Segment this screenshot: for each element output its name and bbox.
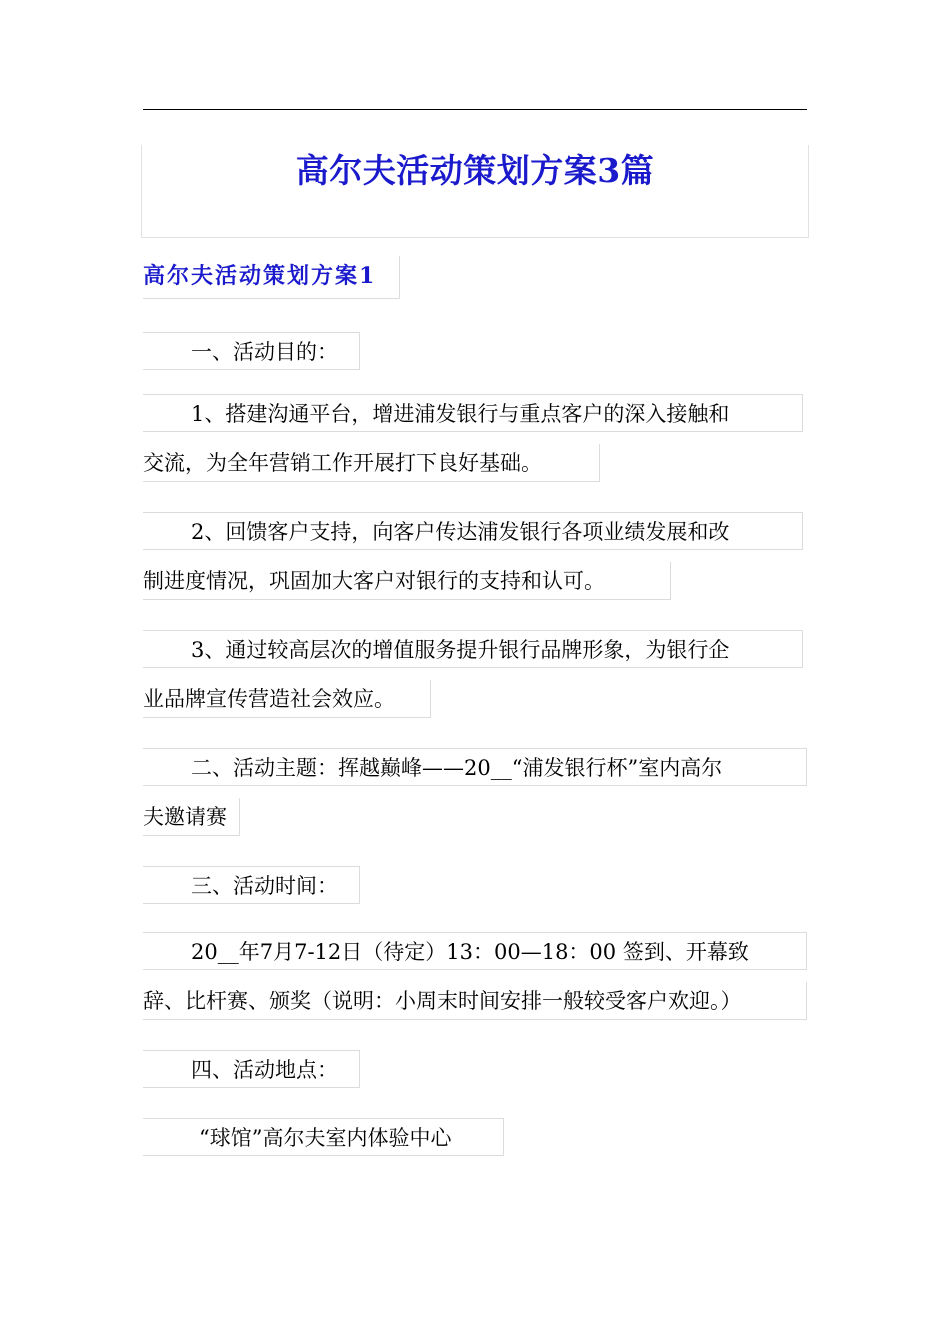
header-rule	[143, 109, 807, 110]
paragraph-line: 1、搭建沟通平台，增进浦发银行与重点客户的深入接触和	[143, 394, 803, 432]
paragraph-line: 3、通过较高层次的增值服务提升银行品牌形象，为银行企	[143, 630, 803, 668]
paragraph-line: 20__年7月7-12日（待定）13：00—18：00 签到、开幕致	[143, 932, 807, 970]
paragraph-line: 制进度情况，巩固加大客户对银行的支持和认可。	[143, 562, 671, 600]
paragraph-line: 四、活动地点：	[143, 1050, 360, 1088]
paragraph-line: 三、活动时间：	[143, 866, 360, 904]
paragraph-line: “球馆”高尔夫室内体验中心	[143, 1118, 504, 1156]
paragraph-line: 二、活动主题：挥越巅峰——20__“浦发银行杯”室内高尔	[143, 748, 807, 786]
paragraph-line: 业品牌宣传营造社会效应。	[143, 680, 431, 718]
paragraph-line: 2、回馈客户支持，向客户传达浦发银行各项业绩发展和改	[143, 512, 803, 550]
title-box	[141, 145, 809, 238]
section-heading: 高尔夫活动策划方案1	[143, 256, 400, 299]
paragraph-line: 交流，为全年营销工作开展打下良好基础。	[143, 444, 600, 482]
paragraph-line: 夫邀请赛	[143, 798, 240, 836]
page-title: 高尔夫活动策划方案3篇	[295, 151, 655, 190]
paragraph-line: 辞、比杆赛、颁奖（说明：小周末时间安排一般较受客户欢迎。）	[143, 982, 807, 1020]
paragraph-line: 一、活动目的：	[143, 332, 360, 370]
